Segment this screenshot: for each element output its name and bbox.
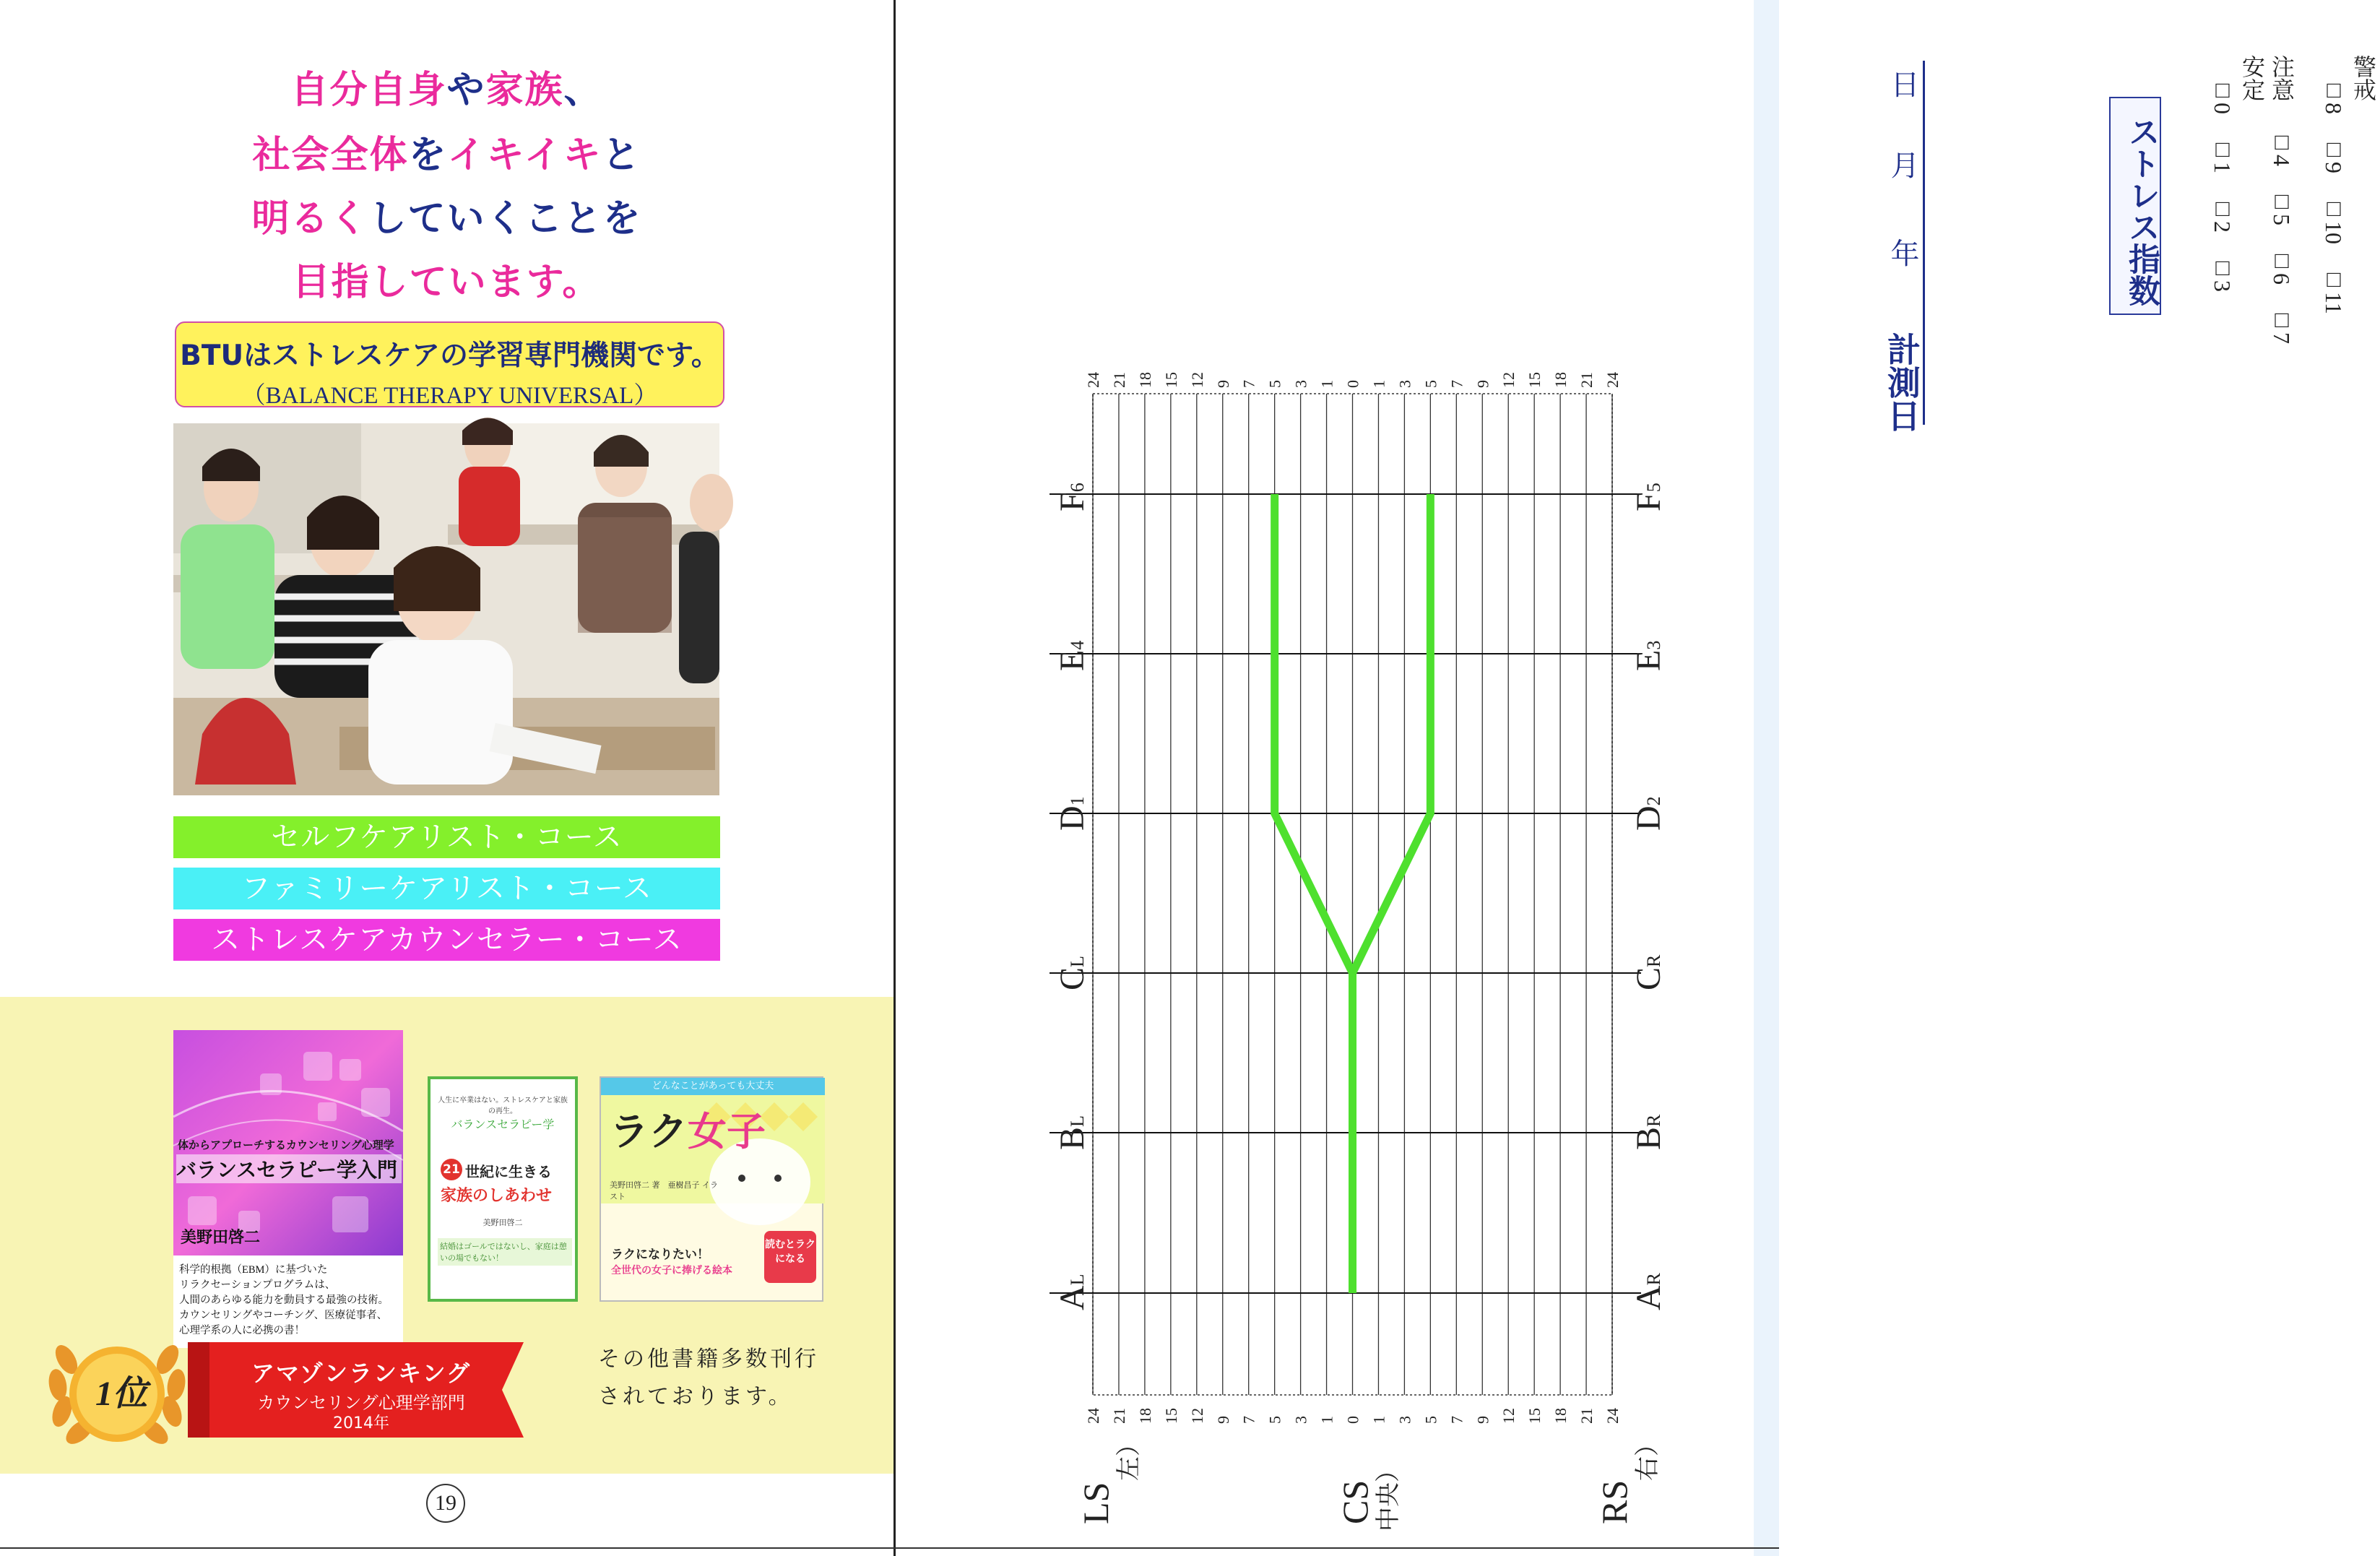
chart-right-point-subscript: R — [1643, 1114, 1664, 1127]
chart-left-point-subscript: L — [1067, 1274, 1088, 1286]
book1-blurb-line: 心理学系の人に必携の書！ — [179, 1325, 305, 1336]
headline-run: 、 — [563, 69, 603, 112]
book-cover-raku-joshi — [600, 1076, 823, 1302]
level-option-checkbox[interactable]: □4 — [2269, 129, 2295, 166]
book-cover-balance-therapy-intro — [173, 1030, 403, 1348]
book2-title-line1: 世紀に生きる — [465, 1163, 552, 1180]
headline-line-2 — [0, 124, 893, 178]
chart-tick-label-top: 5 — [1265, 380, 1284, 388]
chart-right-point-subscript: R — [1643, 1272, 1664, 1286]
level-option-checkbox[interactable]: □11 — [2321, 266, 2347, 314]
headline-run: イキイキ — [447, 134, 602, 177]
level-option-checkbox[interactable]: □10 — [2321, 195, 2347, 244]
chart-left-point-subscript: L — [1067, 956, 1088, 967]
bottom-border — [0, 1547, 1779, 1549]
chart-series-line — [1275, 494, 1353, 1293]
chart-tick-label-top: 18 — [1552, 372, 1570, 388]
chart-right-point-label: AR — [1630, 1272, 1668, 1310]
chart-tick-label-top: 0 — [1343, 380, 1362, 388]
left-page — [0, 0, 893, 1556]
headline-line-4 — [0, 251, 893, 306]
ranking-title: アマゾンランキング — [251, 1360, 472, 1386]
headline-line-1 — [0, 59, 893, 113]
chart-tick-label-top: 12 — [1500, 372, 1518, 388]
headline-run: と — [602, 134, 641, 177]
book1-blurb-line: カウンセリングやコーチング、医療従事者、 — [179, 1310, 388, 1321]
chart-left-point-label: F6 — [1053, 483, 1091, 511]
chart-tick-label-top: 7 — [1239, 380, 1258, 388]
chart-right-point-label: D2 — [1630, 796, 1668, 831]
chart-tick-label-top: 1 — [1369, 380, 1388, 388]
course-familycarist-label: ファミリーケアリスト・コース — [241, 872, 652, 905]
level-caution-label: 注意 — [2269, 55, 2295, 101]
date-day-unit: 日 — [1886, 69, 1919, 98]
course-stresscare-counselor-label: ストレスケアカウンセラー・コース — [211, 923, 683, 956]
level-option-checkbox[interactable]: □3 — [2210, 254, 2236, 292]
chart-right-point-subscript: 2 — [1643, 796, 1664, 806]
chart-right-point-label: F5 — [1630, 483, 1668, 511]
headline-run: していくことを — [368, 197, 642, 241]
book1-blurb — [179, 1263, 400, 1339]
chart-tick-label-bottom: 18 — [1552, 1408, 1570, 1424]
chart-left-point-subscript: 1 — [1067, 796, 1088, 806]
chart-left-point-label: D1 — [1053, 796, 1091, 831]
level-alert-label: 警戒 — [2350, 55, 2376, 101]
headline-run: 自分自身 — [290, 69, 447, 112]
book3-title-joshi: 女子 — [688, 1109, 766, 1154]
headline-run: を — [408, 134, 448, 177]
chart-tick-label-bottom: 9 — [1474, 1416, 1492, 1424]
headline-run: 社会全体 — [252, 134, 409, 177]
chart-left-point-label: BL — [1053, 1115, 1091, 1150]
ranking-category: カウンセリング心理学部門 — [257, 1393, 465, 1413]
book1-blurb-line: リラクセーションプログラムは、 — [179, 1279, 336, 1291]
chart-axis-end-label: LS — [1076, 1482, 1116, 1524]
chart-tick-label-bottom: 21 — [1109, 1408, 1128, 1424]
chart-right-point-label: CR — [1630, 954, 1668, 990]
chart-tick-label-top: 15 — [1526, 372, 1544, 388]
book3-title-raku: ラク — [610, 1109, 688, 1154]
measurement-date-label: 計測日 — [1882, 332, 1921, 432]
chart-right-point-subscript: 5 — [1643, 483, 1664, 493]
book2-note: 結婚はゴールではないし、家庭は憩いの場でもない！ — [438, 1238, 572, 1266]
chart-tick-label-top: 21 — [1578, 372, 1596, 388]
chart-tick-label-top: 9 — [1213, 380, 1232, 388]
chart-right-point-subscript: 3 — [1643, 640, 1664, 650]
book3-tagline2: 全世代の女子に捧げる絵本 — [611, 1265, 732, 1276]
book3-badge: 読むとラクになる — [764, 1231, 816, 1283]
course-stresscare-counselor — [173, 919, 720, 961]
book1-blurb-line: 科学的根拠（EBM）に基づいた — [179, 1264, 328, 1276]
chart-tick-label-top: 5 — [1421, 380, 1440, 388]
date-month-unit: 月 — [1886, 150, 1919, 179]
chart-tick-label-bottom: 12 — [1500, 1408, 1518, 1424]
btu-intro-title: BTUはストレスケアの学習専門機関です。 — [180, 340, 719, 372]
book-cover-family-happiness — [428, 1076, 578, 1302]
chart-tick-label-top: 24 — [1084, 372, 1102, 388]
chart-left-point-subscript: 6 — [1067, 483, 1088, 493]
chart-tick-label-top: 24 — [1604, 372, 1622, 388]
chart-axis-end-label: RS — [1594, 1479, 1635, 1524]
level-option-checkbox[interactable]: □6 — [2269, 247, 2295, 285]
level-alert-row — [2320, 55, 2380, 344]
book1-blurb-line: 人間のあらゆる能力を動員する最強の技術。 — [179, 1294, 389, 1306]
chart-right-point-label: BR — [1630, 1114, 1668, 1150]
chart-left-point-label: E4 — [1053, 640, 1091, 671]
chart-left-point-label: CL — [1053, 956, 1091, 990]
stress-index-box — [2109, 97, 2161, 315]
chart-tick-label-bottom: 3 — [1291, 1416, 1310, 1424]
chart-tick-label-top: 1 — [1317, 380, 1336, 388]
course-selfcarist-label: セルフケアリスト・コース — [271, 821, 623, 854]
right-edge-strip — [1754, 0, 1779, 1556]
chart-tick-label-bottom: 12 — [1187, 1408, 1206, 1424]
chart-axis-end-sublabel: 右） — [1635, 1432, 1661, 1481]
book3-title — [610, 1101, 766, 1157]
chart-tick-label-bottom: 1 — [1369, 1416, 1388, 1424]
stress-index-title: ストレス指数 — [2123, 116, 2160, 306]
chart-tick-label-bottom: 24 — [1084, 1408, 1102, 1424]
chart-tick-label-bottom: 1 — [1317, 1416, 1336, 1424]
right-page-stress-chart — [896, 0, 2376, 1556]
chart-tick-label-bottom: 9 — [1213, 1416, 1232, 1424]
chart-tick-label-bottom: 18 — [1135, 1408, 1154, 1424]
chart-left-point-subscript: L — [1067, 1115, 1088, 1127]
chart-axis-end-sublabel: 左） — [1116, 1432, 1143, 1481]
chart-tick-label-bottom: 5 — [1421, 1416, 1440, 1424]
level-stable-row — [2209, 55, 2269, 344]
level-caution-row — [2265, 55, 2298, 344]
book1-title: バランスセラピー学入門 — [176, 1154, 402, 1183]
chart-tick-label-bottom: 7 — [1239, 1416, 1258, 1424]
course-selfcarist — [173, 816, 720, 858]
book2-title-line2: 家族のしあわせ — [441, 1187, 553, 1205]
page-number: 19 — [426, 1484, 465, 1523]
level-option-checkbox[interactable]: □9 — [2321, 136, 2347, 173]
book3-tagline1: ラクになりたい！ — [611, 1248, 709, 1262]
book1-author: 美野田啓二 — [181, 1228, 261, 1246]
chart-axis-end-label: CS — [1335, 1479, 1375, 1524]
headline-run: や — [446, 69, 486, 112]
course-familycarist — [173, 868, 720, 909]
other-books-line: その他書籍多数刊行 — [598, 1347, 819, 1371]
book2-title-number: 21 — [441, 1159, 462, 1180]
headline-line-3 — [0, 188, 893, 242]
classroom-photo — [173, 423, 719, 795]
chart-tick-label-bottom: 0 — [1343, 1416, 1362, 1424]
book1-subtitle: 体からアプローチするカウンセリング心理学 — [178, 1138, 394, 1151]
chart-tick-label-bottom: 15 — [1161, 1408, 1180, 1424]
stress-balance-chart — [896, 0, 1779, 1556]
chart-tick-label-bottom: 3 — [1395, 1416, 1414, 1424]
date-year-unit: 年 — [1886, 238, 1919, 267]
level-option-checkbox[interactable]: □7 — [2269, 306, 2295, 344]
headline-run: 明るく — [251, 197, 369, 241]
book3-banner: どんなことがあっても大丈夫 — [601, 1078, 825, 1095]
level-option-checkbox[interactable]: □0 — [2210, 77, 2236, 114]
chart-tick-label-top: 7 — [1448, 380, 1466, 388]
book2-top-copy: 人生に卒業はない。ストレスケアと家族の再生。 — [438, 1097, 568, 1115]
chart-tick-label-top: 18 — [1135, 372, 1154, 388]
level-option-checkbox[interactable]: □2 — [2210, 195, 2236, 233]
chart-axis-end-sublabel: 中央） — [1375, 1458, 1402, 1531]
chart-tick-label-top: 9 — [1474, 380, 1492, 388]
chart-tick-label-top: 3 — [1291, 380, 1310, 388]
book2-author: 美野田啓二 — [483, 1218, 523, 1227]
chart-tick-label-top: 21 — [1109, 372, 1128, 388]
level-stable-label: 安定 — [2239, 55, 2265, 101]
ranking-position: 1位 — [95, 1375, 147, 1413]
chart-tick-label-bottom: 24 — [1604, 1408, 1622, 1424]
chart-left-point-label: AL — [1053, 1274, 1091, 1310]
btu-intro-box — [175, 321, 724, 407]
chart-series-line — [1353, 494, 1431, 1293]
headline-run: 家族 — [485, 69, 564, 112]
level-option-checkbox[interactable]: □1 — [2210, 136, 2236, 173]
chart-tick-label-top: 3 — [1395, 380, 1414, 388]
chart-tick-label-bottom: 15 — [1526, 1408, 1544, 1424]
other-books-note — [598, 1341, 819, 1416]
chart-tick-label-bottom: 21 — [1578, 1408, 1596, 1424]
chart-tick-label-top: 15 — [1161, 372, 1180, 388]
book3-authors: 美野田啓二 著 亜樹昌子 イラスト — [610, 1180, 718, 1201]
chart-left-point-subscript: 4 — [1067, 640, 1088, 650]
level-option-checkbox[interactable]: □8 — [2321, 77, 2347, 114]
chart-tick-label-top: 12 — [1187, 372, 1206, 388]
chart-tick-label-bottom: 5 — [1265, 1416, 1284, 1424]
chart-tick-label-bottom: 7 — [1448, 1416, 1466, 1424]
other-books-line: されております。 — [598, 1385, 793, 1409]
chart-right-point-label: E3 — [1630, 640, 1668, 671]
level-option-checkbox[interactable]: □5 — [2269, 188, 2295, 225]
chart-right-point-subscript: R — [1643, 954, 1664, 967]
ranking-year: 2014年 — [333, 1414, 389, 1432]
btu-intro-subtitle: （BALANCE THERAPY UNIVERSAL） — [241, 383, 658, 409]
book2-series: バランスセラピー学 — [451, 1118, 555, 1131]
headline-run: 目指しています。 — [292, 261, 602, 304]
